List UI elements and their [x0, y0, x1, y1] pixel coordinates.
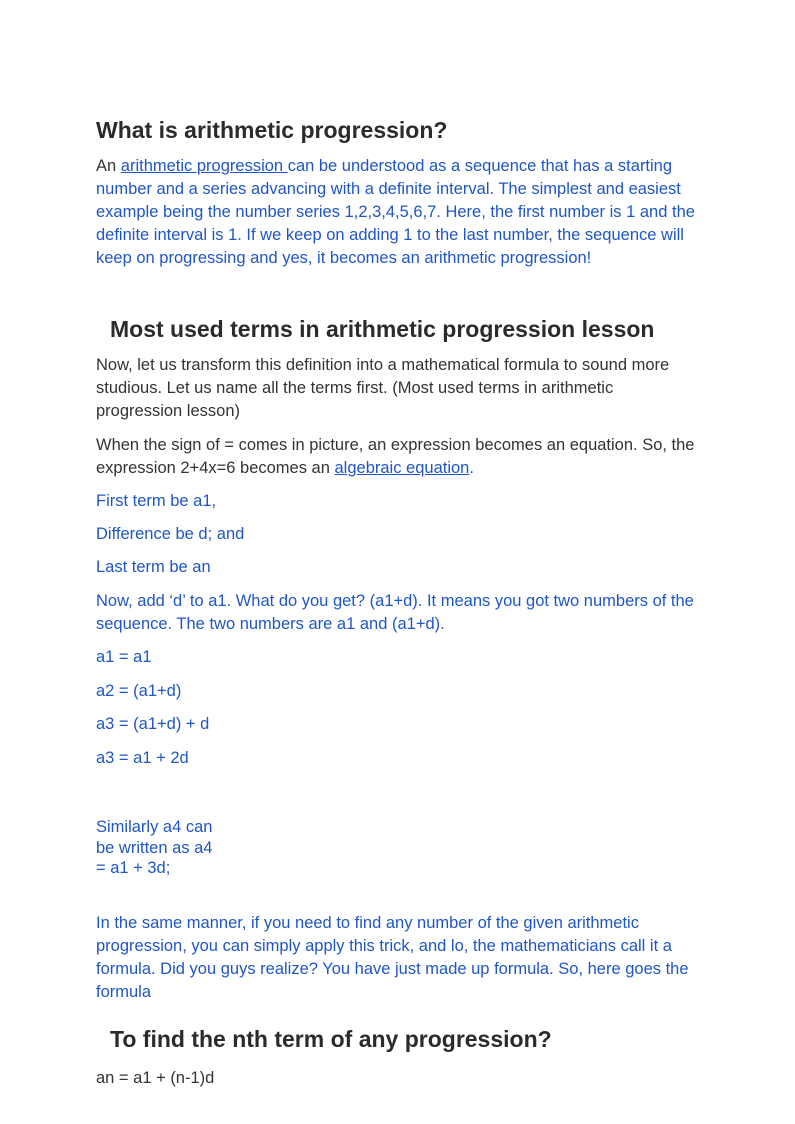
- equation-a1: a1 = a1: [96, 648, 152, 666]
- difference-line: Difference be d; and: [96, 525, 245, 543]
- intro-rest: can be understood as a sequence that has a starting number and a series advancing with a definite interval. The simplest and easiest example being the number series 1,2,3,4,5,6,7. Here, the first number is 1 and the definite interval is 1. If we keep on adding 1 to the last number, the sequence will keep on progressing and yes, it becomes an arithmetic progression!: [96, 157, 695, 267]
- equation-a3-simplified: a3 = a1 + 2d: [96, 749, 189, 767]
- nth-term-formula: an = a1 + (n-1)d: [96, 1069, 215, 1087]
- add-d-paragraph: Now, add ‘d’ to a1. What do you get? (a1+d). It means you got two numbers of the sequence. The two numbers are a1 and (a1+d).: [96, 592, 694, 633]
- transform-paragraph: Now, let us transform this definition into a mathematical formula to sound more studious. Let us name all the terms first. (Most used terms in arithmetic progression lesson): [96, 356, 670, 420]
- heading-nth-term: To find the nth term of any progression?: [110, 1026, 552, 1052]
- last-term-line: Last term be an: [96, 558, 211, 576]
- heading-what-is-ap: What is arithmetic progression?: [96, 117, 448, 143]
- equation-paragraph: [96, 434, 696, 480]
- algebraic-equation-link[interactable]: algebraic equation: [334, 459, 470, 477]
- first-term-line: First term be a1,: [96, 492, 217, 510]
- equation-suffix: .: [469, 459, 474, 477]
- arithmetic-progression-link[interactable]: arithmetic progression: [120, 157, 288, 175]
- equation-a3: a3 = (a1+d) + d: [96, 715, 210, 733]
- heading-most-used-terms: Most used terms in arithmetic progression lesson: [110, 316, 655, 342]
- equation-prefix: When the sign of = comes in picture, an expression becomes an equation. So, the expression 2+4x=6 becomes an: [96, 436, 695, 477]
- same-manner-paragraph: In the same manner, if you need to find any number of the given arithmetic progression, you can simply apply this trick, and lo, the mathematicians call it a formula. Did you guys realize? You have just made up formula. So, here goes the formula: [96, 914, 689, 1001]
- equation-a2: a2 = (a1+d): [96, 682, 182, 700]
- intro-prefix: An: [96, 157, 121, 175]
- intro-paragraph: [96, 155, 696, 270]
- similarly-a4-paragraph: Similarly a4 can be written as a4 = a1 + 3d;: [96, 818, 213, 877]
